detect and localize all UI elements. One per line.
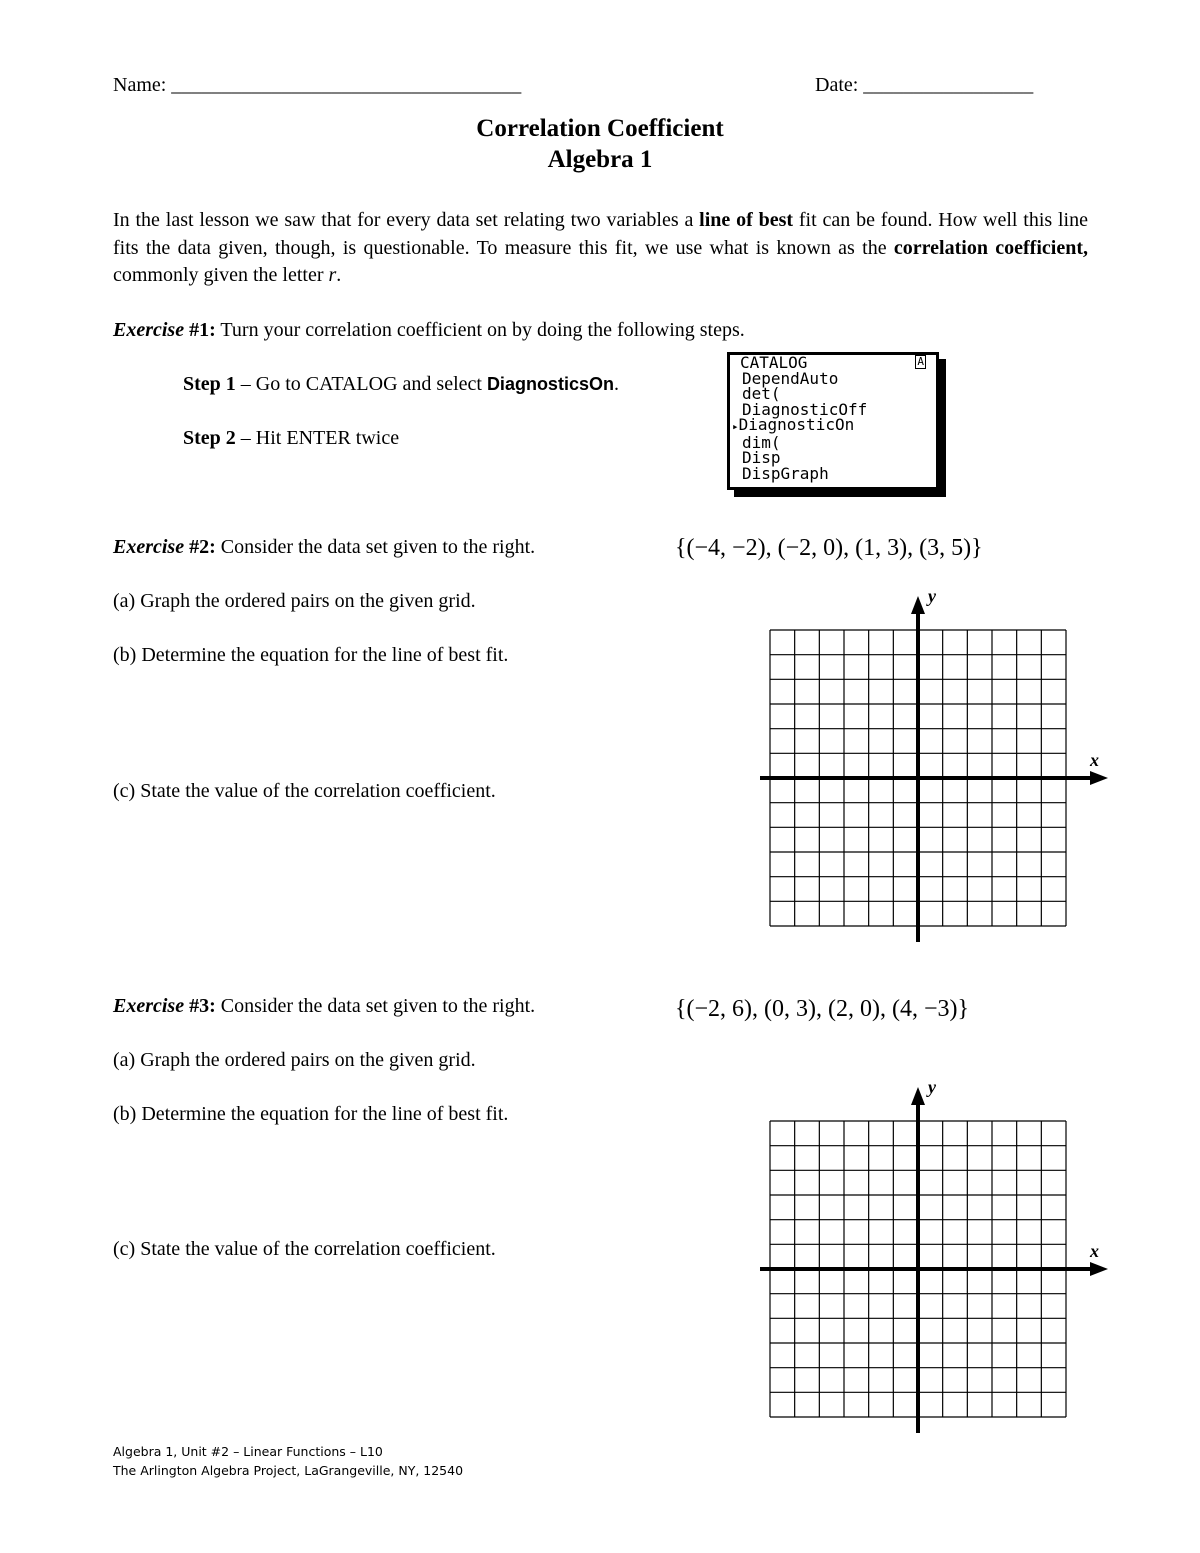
exercise3-dataset: {(−2, 6), (0, 3), (2, 0), (4, −3)} <box>675 996 970 1022</box>
intro-text: In the last lesson we saw that for every data set relating two variables a <box>113 209 700 231</box>
intro-text: commonly given the letter <box>113 264 329 286</box>
footer-course: Algebra 1, Unit #2 – Linear Functions – L10 <box>113 1444 383 1459</box>
exercise3-part-b: (b) Determine the equation for the line of best fit. <box>113 1103 509 1125</box>
exercise-text: Turn your correlation coefficient on by doing the following steps. <box>215 319 745 341</box>
x-axis-arrow-icon <box>1090 771 1108 785</box>
date-field[interactable]: Date: _________________ <box>815 74 1034 96</box>
exercise-label: Exercise <box>113 536 185 558</box>
catalog-item: DiagnosticOff <box>742 399 868 419</box>
y-axis-arrow-icon <box>911 1087 925 1105</box>
exercise2-part-a: (a) Graph the ordered pairs on the given grid. <box>113 590 476 612</box>
intro-text: . <box>336 264 342 286</box>
exercise3-part-a: (a) Graph the ordered pairs on the given grid. <box>113 1049 476 1071</box>
catalog-item: Disp <box>742 448 781 467</box>
step-key: DiagnosticsOn <box>486 374 614 394</box>
step1 <box>183 372 619 396</box>
catalog-item: DispGraph <box>742 463 829 483</box>
step-label: Step 1 <box>183 373 236 395</box>
exercise2-part-c: (c) State the value of the correlation coefficient. <box>113 780 496 802</box>
exercise-label: Exercise <box>113 319 185 341</box>
step-text: . <box>613 373 619 395</box>
x-axis-label: x <box>1090 1241 1099 1261</box>
exercise2-heading <box>113 535 535 559</box>
y-axis-label: y <box>928 586 936 606</box>
catalog-item: det( <box>742 384 781 403</box>
step-key: ENTER <box>286 427 351 449</box>
footer-project: The Arlington Algebra Project, LaGrangeville, NY, 12540 <box>113 1463 464 1478</box>
selection-arrow-icon: ▸ <box>732 420 739 433</box>
intro-text: fit can be found. How well this line fits the data given, though, is questionable. To measure this fit, we use what is known as the <box>113 209 1088 259</box>
page-subtitle: Algebra 1 <box>547 146 653 173</box>
page-title: Correlation Coefficient <box>476 115 724 142</box>
exercise-text: Consider the data set given to the right. <box>215 536 536 558</box>
catalog-header: CATALOG <box>740 353 808 372</box>
exercise2-coordinate-grid[interactable] <box>750 586 1110 950</box>
exercise-number: #1: <box>184 319 216 341</box>
calculator-catalog-screen <box>727 352 939 490</box>
x-axis-arrow-icon <box>1090 1262 1108 1276</box>
name-field[interactable]: Name: ___________________________________ <box>113 74 522 96</box>
exercise3-heading <box>113 994 535 1018</box>
intro-letter-r: r <box>328 264 337 286</box>
alpha-lock-icon: A <box>917 355 924 368</box>
step-text: twice <box>350 427 400 449</box>
step-label: Step 2 <box>183 427 236 449</box>
x-axis-label: x <box>1090 750 1099 770</box>
exercise-text: Consider the data set given to the right. <box>215 995 536 1017</box>
exercise3-part-c: (c) State the value of the correlation coefficient. <box>113 1238 496 1260</box>
step2 <box>183 426 399 450</box>
catalog-item: DependAuto <box>742 368 839 388</box>
step-text: and select <box>397 373 487 395</box>
exercise3-coordinate-grid[interactable] <box>750 1077 1110 1441</box>
y-axis-label: y <box>928 1077 936 1097</box>
intro-bold-term: correlation coefficient, <box>893 236 1088 259</box>
catalog-item-label: DiagnosticOn <box>738 415 855 434</box>
step-text: – Go to <box>235 373 306 395</box>
y-axis-arrow-icon <box>911 596 925 614</box>
step-key: CATALOG <box>305 373 398 395</box>
exercise-label: Exercise <box>113 995 185 1017</box>
intro-bold-term: line of best <box>699 209 794 231</box>
catalog-item: dim( <box>742 432 781 452</box>
catalog-item-selected <box>730 417 936 435</box>
exercise2-dataset: {(−4, −2), (−2, 0), (1, 3), (3, 5)} <box>675 535 983 561</box>
intro-paragraph <box>113 207 1088 290</box>
exercise-number: #3: <box>184 995 216 1017</box>
exercise-number: #2: <box>184 536 216 558</box>
exercise2-part-b: (b) Determine the equation for the line of best fit. <box>113 644 509 666</box>
exercise1-heading <box>113 318 745 342</box>
step-text: – Hit <box>235 427 287 449</box>
